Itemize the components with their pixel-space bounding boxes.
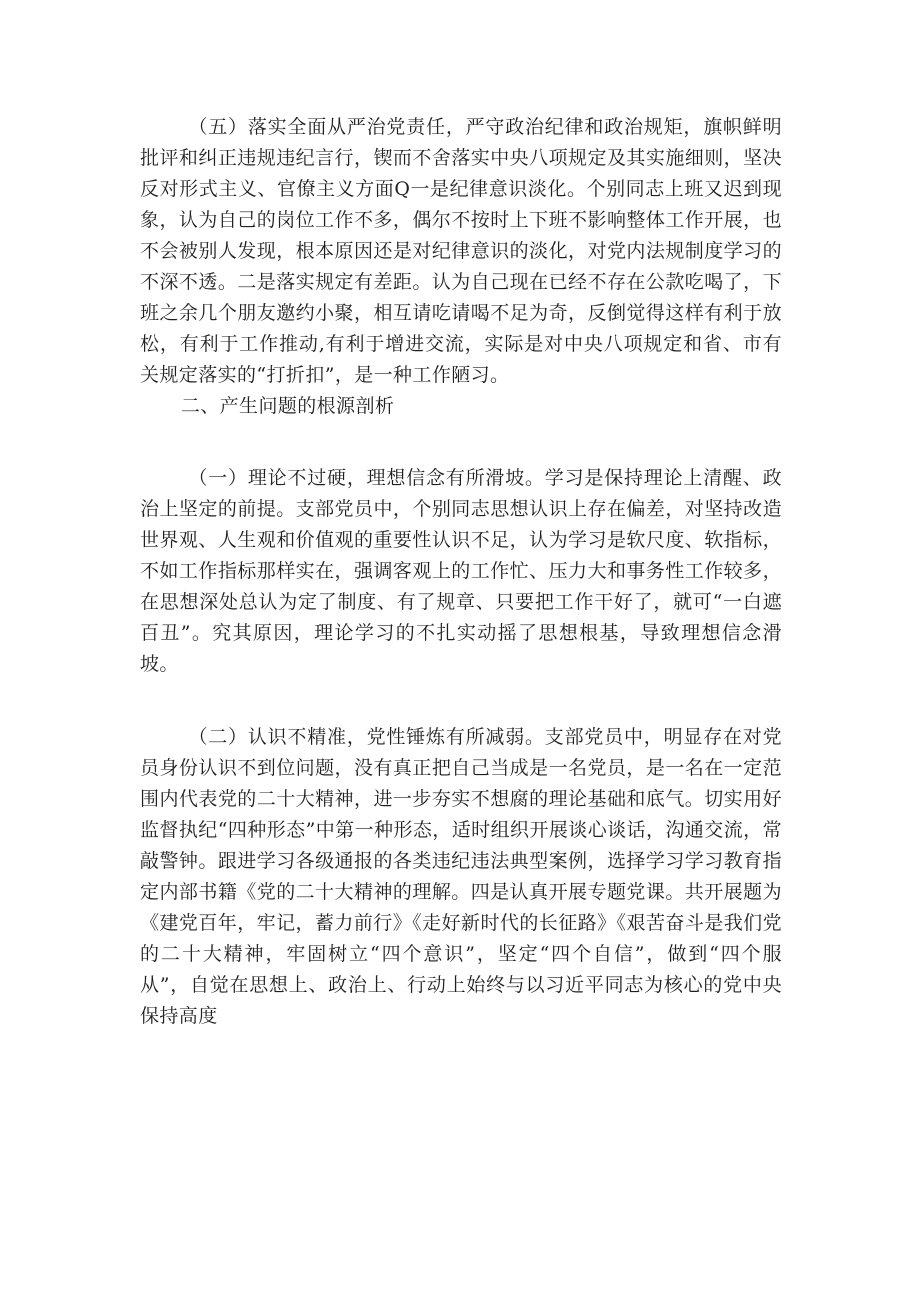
document-body	[140, 112, 782, 1032]
paragraph-theory: （一）理论不过硬，理想信念有所滑坡。学习是保持理论上清醒、政治上坚定的前提。支部党员中，个别同志思想认识上存在偏差，对坚持改造世界观、人生观和价值观的重要性认识不足，认为学习是软尺度、软指标，不如工作指标那样实在，强调客观上的工作忙、压力大和事务性工作较多，在思想深处总认为定了制度、有了规章、只要把工作干好了，就可“一白遮百丑”。究其原因，理论学习的不扎实动摇了思想根基，导致理想信念滑坡。	[140, 467, 782, 675]
paragraph-awareness: （二）认识不精准，党性锤炼有所减弱。支部党员中，明显存在对党员身份认识不到位问题，没有真正把自己当成是一名党员，是一名在一定范围内代表党的二十大精神，进一步夯实不想腐的理论基础和底气。切实用好监督执纪“四种形态”中第一种形态，适时组织开展谈心谈话，沟通交流，常敲警钟。跟进学习各级通报的各类违纪违法典型案例，选择学习学习教育指定内部书籍《党的二十大精神的理解。四是认真开展专题党课。共开展题为《建党百年，牢记，蓄力前行》《走好新时代的长征路》《艰苦奋斗是我们党的二十大精神，牢固树立“四个意识”，坚定“四个自信”，做到“四个服从”，自觉在思想上、政治上、行动上始终与以习近平同志为核心的党中央保持高度	[140, 726, 782, 1027]
section-heading-root-cause: 二、产生问题的根源剖析	[180, 395, 395, 417]
paragraph-discipline-issues: （五）落实全面从严治党责任，严守政治纪律和政治规矩，旗帜鲜明批评和纠正违规违纪言行，锲而不舍落实中央八项规定及其实施细则，坚决反对形式主义、官僚主义方面Q一是纪律意识淡化。个别同志上班又迟到现象，认为自己的岗位工作不多，偶尔不按时上下班不影响整体工作开展，也不会被别人发现，根本原因还是对纪律意识的淡化，对党内法规制度学习的不深不透。二是落实规定有差距。认为自己现在已经不存在公款吃喝了，下班之余几个朋友邀约小聚，相互请吃请喝不足为奇，反倒觉得这样有利于放松，有利于工作推动,有利于增进交流，实际是对中央八项规定和省、市有关规定落实的“打折扣”，是一种工作陋习。	[140, 116, 782, 386]
